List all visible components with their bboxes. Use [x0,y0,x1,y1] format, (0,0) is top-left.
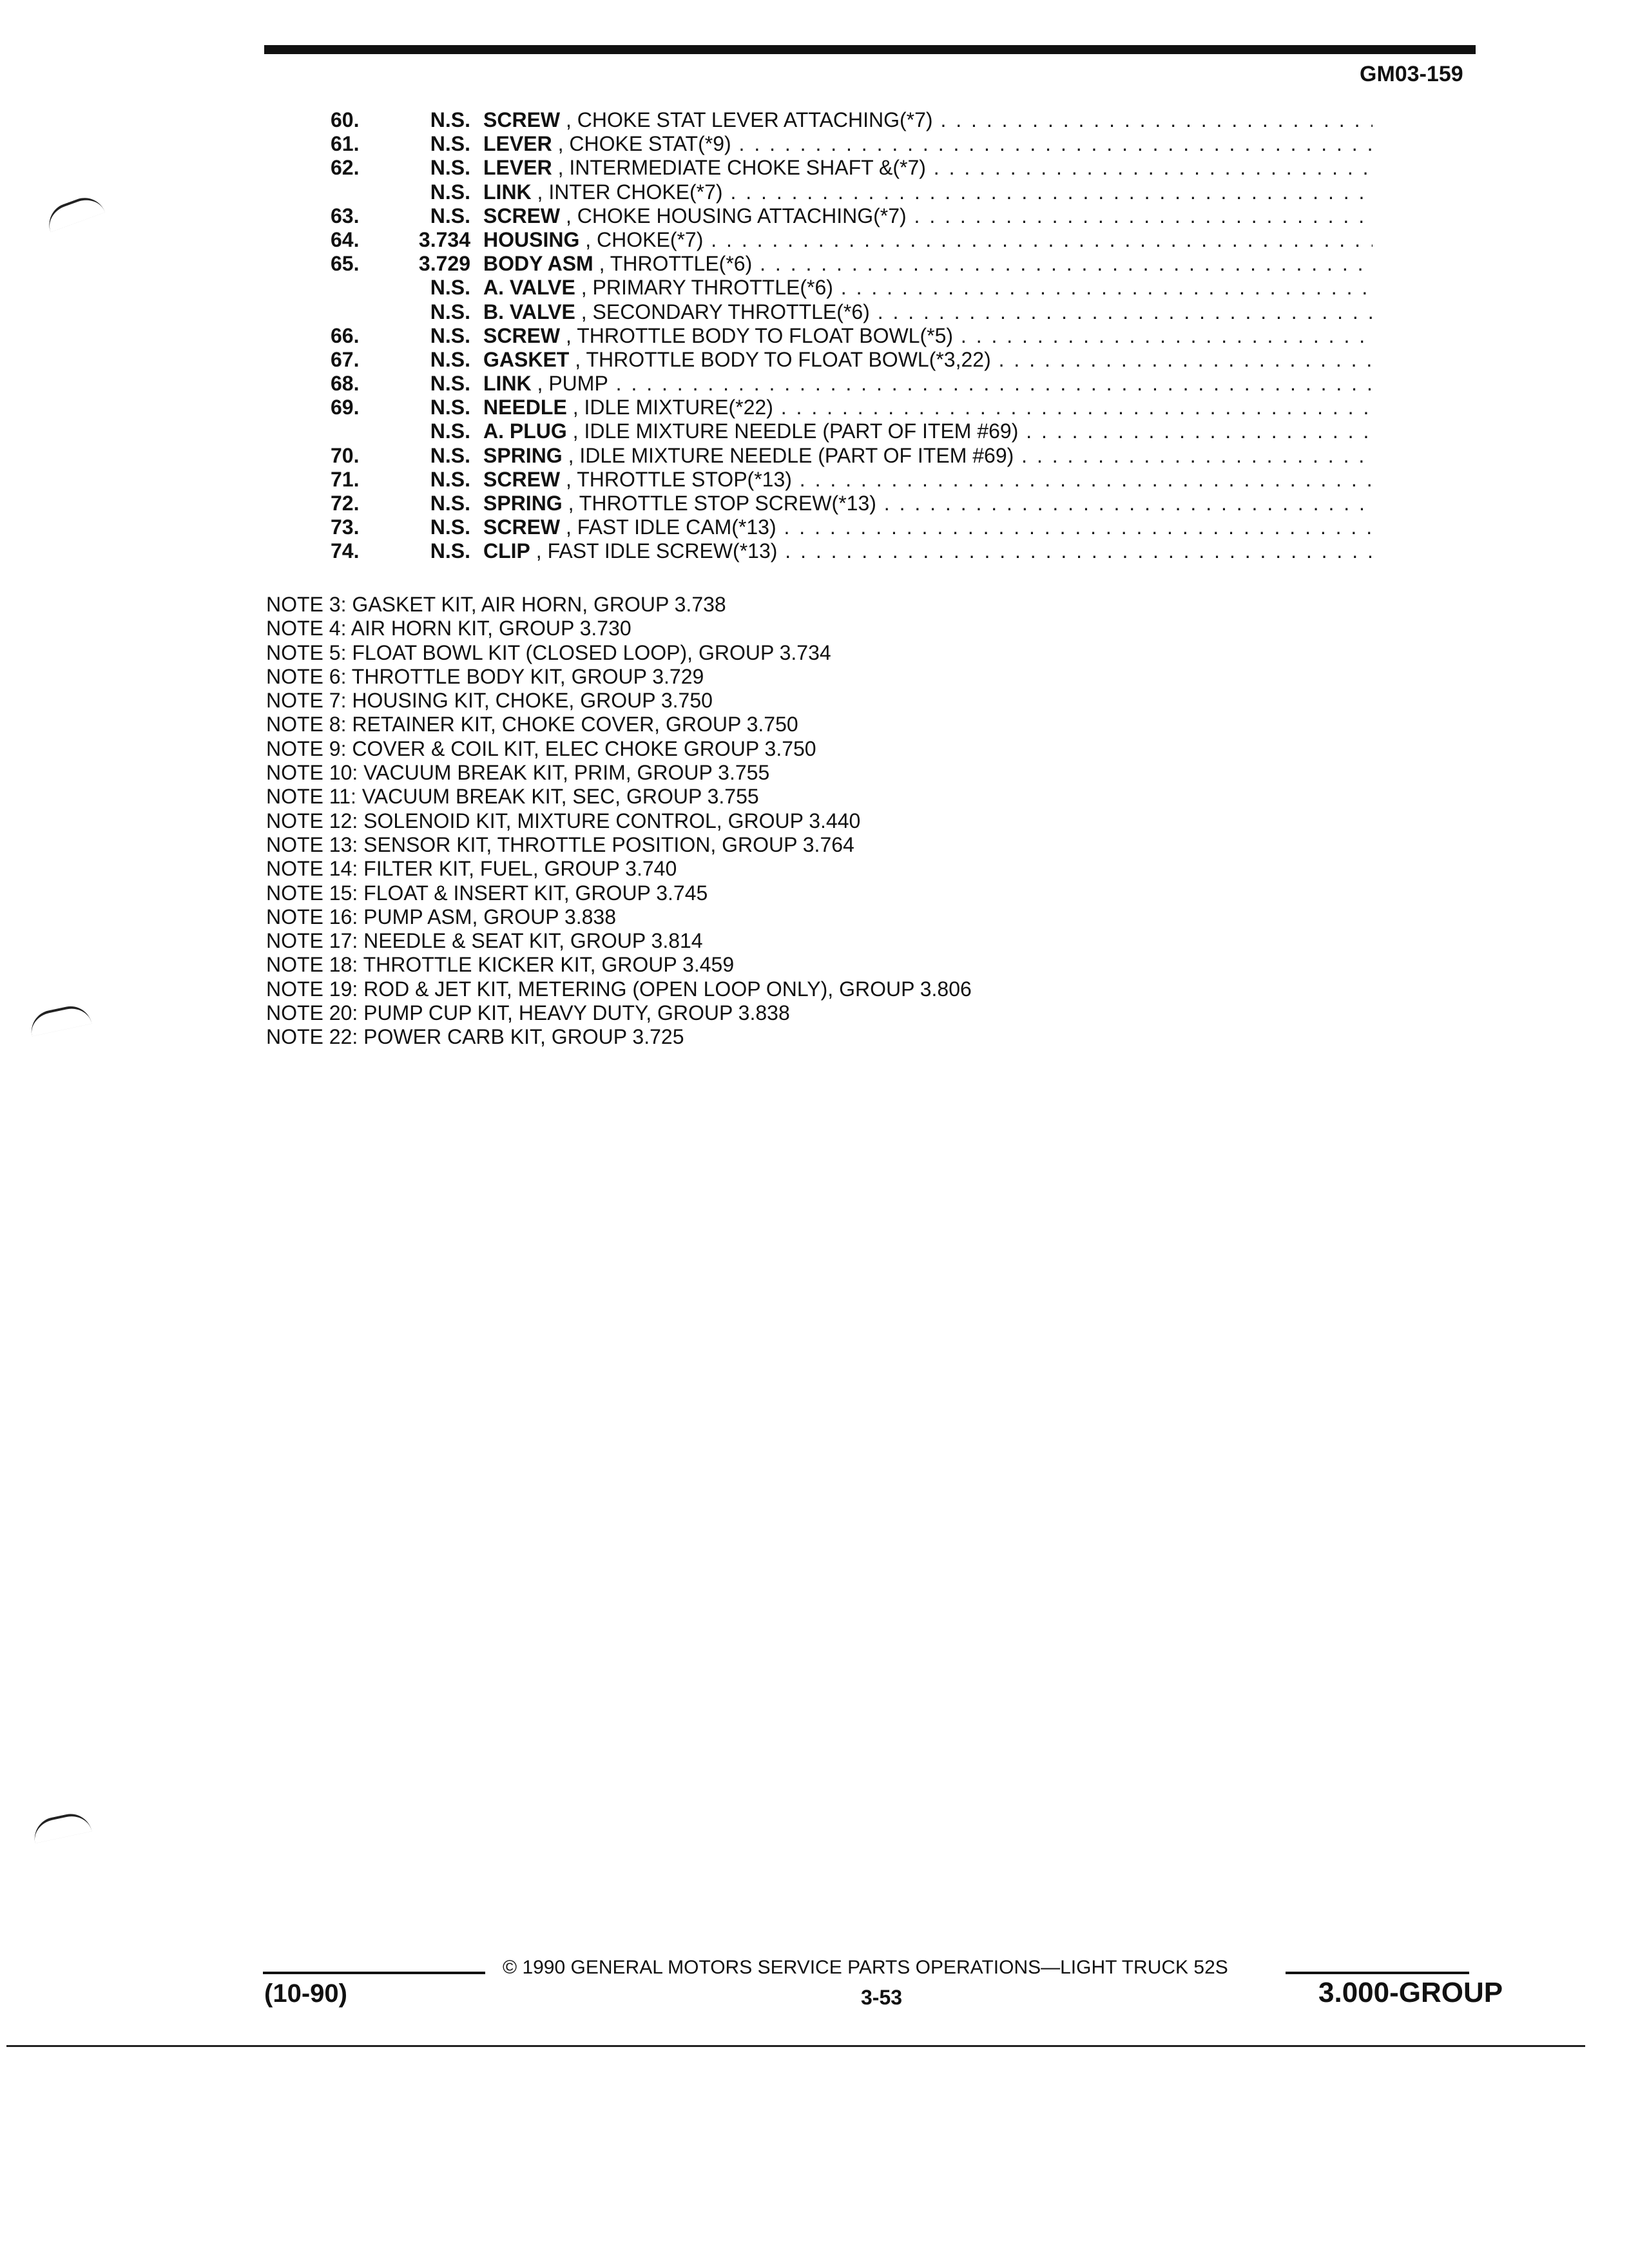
note-item: NOTE 15: FLOAT & INSERT KIT, GROUP 3.745 [266,881,708,905]
group-number: N.S. [430,204,470,227]
part-name: SCREW [483,323,561,347]
part-detail: , PUMP [531,372,608,396]
note-item: NOTE 17: NEEDLE & SEAT KIT, GROUP 3.814 [266,929,703,953]
group-number: N.S. [430,276,470,300]
item-number: 63. [331,204,360,227]
part-row [0,108,1629,132]
part-detail: , THROTTLE BODY TO FLOAT BOWL(*3,22) [569,347,991,371]
item-number: 71. [331,467,360,491]
part-detail: , CHOKE HOUSING ATTACHING(*7) [560,204,907,227]
part-description [483,492,1373,515]
part-description [483,539,1373,563]
note-item: NOTE 18: THROTTLE KICKER KIT, GROUP 3.459 [266,953,735,977]
part-detail: , SECONDARY THROTTLE(*6) [575,300,870,323]
part-row [0,132,1629,156]
part-name: NEEDLE [483,396,567,419]
item-number: 69. [331,396,360,419]
group-number: N.S. [430,467,470,491]
part-description [483,515,1373,539]
part-row [0,372,1629,396]
parts-list [0,108,1629,564]
part-name: B. VALVE [483,300,575,323]
part-row [0,348,1629,372]
part-row [0,228,1629,252]
group-number: N.S. [430,372,470,396]
header-rule [264,45,1476,54]
part-description [483,300,1373,324]
group-number: N.S. [430,396,470,419]
section-group: 3.000-GROUP [1318,1977,1503,2008]
footer-rule-left [263,1972,485,1974]
part-detail: , INTER CHOKE(*7) [531,180,723,204]
note-item: NOTE 19: ROD & JET KIT, METERING (OPEN LOOP ONLY), GROUP 3.806 [266,977,972,1001]
part-description [483,228,1373,252]
part-description [483,468,1373,492]
group-number: N.S. [430,180,470,204]
part-description [483,324,1373,348]
part-row [0,515,1629,539]
part-row [0,324,1629,348]
part-description [483,396,1373,419]
group-number: N.S. [430,323,470,347]
part-row [0,156,1629,180]
part-name: SCREW [483,204,561,227]
group-number: N.S. [430,492,470,515]
group-number: N.S. [430,300,470,323]
part-row [0,180,1629,204]
bottom-rule [6,2045,1585,2047]
group-number: N.S. [430,156,470,180]
part-detail: , THROTTLE(*6) [593,252,753,276]
part-description [483,108,1373,132]
group-number: N.S. [430,347,470,371]
part-detail: , THROTTLE BODY TO FLOAT BOWL(*5) [560,323,954,347]
item-number: 60. [331,108,360,131]
part-name: GASKET [483,347,570,371]
part-description [483,372,1373,396]
part-name: SCREW [483,467,561,491]
part-row [0,492,1629,515]
copyright-text: © 1990 GENERAL MOTORS SERVICE PARTS OPERATIONS—LIGHT TRUCK 52S [503,1957,1228,1978]
item-number: 62. [331,156,360,180]
part-description [483,204,1373,228]
item-number: 67. [331,347,360,371]
note-item: NOTE 14: FILTER KIT, FUEL, GROUP 3.740 [266,857,677,881]
part-row [0,204,1629,228]
part-description [483,132,1373,156]
item-number: 64. [331,227,360,251]
group-number: N.S. [430,419,470,443]
part-detail: , CHOKE STAT LEVER ATTACHING(*7) [560,108,933,131]
part-row [0,419,1629,443]
part-name: SCREW [483,515,561,539]
part-detail: , THROTTLE STOP(*13) [560,467,792,491]
note-item: NOTE 7: HOUSING KIT, CHOKE, GROUP 3.750 [266,689,713,713]
note-item: NOTE 12: SOLENOID KIT, MIXTURE CONTROL, GROUP 3.440 [266,809,861,832]
part-description [483,252,1373,276]
item-number: 74. [331,539,360,563]
part-name: SPRING [483,492,563,515]
group-number: N.S. [430,132,470,156]
item-number: 65. [331,252,360,276]
part-detail: , CHOKE STAT(*9) [552,132,731,156]
part-description [483,348,1373,372]
part-name: LINK [483,372,532,396]
group-number: 3.729 [418,252,470,276]
note-item: NOTE 8: RETAINER KIT, CHOKE COVER, GROUP 3.750 [266,713,798,736]
part-name: LEVER [483,156,552,180]
part-name: A. VALVE [483,276,575,300]
item-number: 72. [331,492,360,515]
part-name: CLIP [483,539,530,563]
note-item: NOTE 3: GASKET KIT, AIR HORN, GROUP 3.738 [266,593,726,616]
part-name: BODY ASM [483,252,593,276]
binder-mark [28,1002,92,1036]
note-item: NOTE 20: PUMP CUP KIT, HEAVY DUTY, GROUP 3.838 [266,1001,790,1025]
notes-list [266,593,972,1050]
part-detail: , IDLE MIXTURE NEEDLE (PART OF ITEM #69) [562,443,1014,467]
part-row [0,396,1629,419]
part-detail: , IDLE MIXTURE NEEDLE (PART OF ITEM #69) [566,419,1019,443]
part-detail: , FAST IDLE CAM(*13) [560,515,776,539]
part-name: LEVER [483,132,552,156]
item-number: 68. [331,372,360,396]
item-number: 61. [331,132,360,156]
item-number: 66. [331,323,360,347]
group-number: N.S. [430,108,470,131]
note-item: NOTE 6: THROTTLE BODY KIT, GROUP 3.729 [266,664,704,688]
note-item: NOTE 10: VACUUM BREAK KIT, PRIM, GROUP 3.755 [266,761,770,785]
part-detail: , IDLE MIXTURE(*22) [566,396,773,419]
part-description [483,156,1373,180]
part-row [0,300,1629,324]
footer-rule-right [1286,1972,1469,1974]
part-row [0,252,1629,276]
part-name: LINK [483,180,532,204]
part-detail: , PRIMARY THROTTLE(*6) [575,276,833,300]
note-item: NOTE 5: FLOAT BOWL KIT (CLOSED LOOP), GROUP 3.734 [266,640,831,664]
part-name: HOUSING [483,227,580,251]
part-detail: , CHOKE(*7) [579,227,704,251]
part-description [483,180,1373,204]
part-detail: , FAST IDLE SCREW(*13) [530,539,778,563]
group-number: 3.734 [418,227,470,251]
part-row [0,276,1629,300]
part-name: SCREW [483,108,561,131]
note-item: NOTE 22: POWER CARB KIT, GROUP 3.725 [266,1025,684,1049]
group-number: N.S. [430,515,470,539]
note-item: NOTE 4: AIR HORN KIT, GROUP 3.730 [266,617,631,640]
note-item: NOTE 13: SENSOR KIT, THROTTLE POSITION, GROUP 3.764 [266,832,854,856]
part-row [0,468,1629,492]
part-row [0,539,1629,563]
part-description [483,444,1373,468]
edition-date: (10-90) [264,1979,347,2008]
item-number: 73. [331,515,360,539]
note-item: NOTE 16: PUMP ASM, GROUP 3.838 [266,905,617,928]
part-row [0,444,1629,468]
page-number: 3-53 [861,1986,903,2009]
note-item: NOTE 11: VACUUM BREAK KIT, SEC, GROUP 3.755 [266,785,759,809]
group-number: N.S. [430,539,470,563]
part-description [483,276,1373,300]
part-name: A. PLUG [483,419,567,443]
part-name: SPRING [483,443,563,467]
part-detail: , THROTTLE STOP SCREW(*13) [562,492,876,515]
group-number: N.S. [430,443,470,467]
document-id: GM03-159 [1360,62,1463,86]
note-item: NOTE 9: COVER & COIL KIT, ELEC CHOKE GROUP 3.750 [266,736,816,760]
part-detail: , INTERMEDIATE CHOKE SHAFT &(*7) [552,156,926,180]
item-number: 70. [331,443,360,467]
part-description [483,419,1373,443]
binder-mark [30,1810,92,1843]
